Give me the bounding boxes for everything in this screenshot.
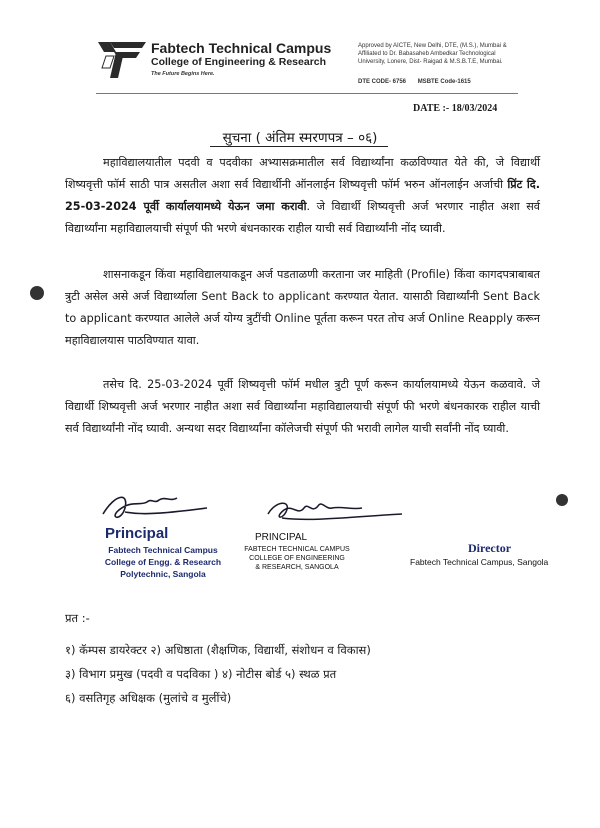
signatory-1-line-3: Polytechnic, Sangola xyxy=(120,569,206,579)
copy-to-line-3: ६) वसतिगृह अधिक्षक (मुलांचे व मुलींचे) xyxy=(65,691,232,705)
fabtech-logo-icon xyxy=(96,38,148,82)
signatory-1-line-2: College of Engg. & Research xyxy=(104,557,222,567)
college-name: College of Engineering & Research xyxy=(151,56,327,68)
ink-dot-mark xyxy=(556,494,568,506)
notice-date: DATE :- 18/03/2024 xyxy=(413,103,498,114)
dte-code: DTE CODE- 6756 xyxy=(358,79,407,85)
copy-to-line-1: १) कॅम्पस डायरेक्टर २) अधिष्ठाता (शैक्षणिक, विद्यार्थी, संशोधन व विकास) xyxy=(65,643,371,657)
paragraph-3-text: तसेच दि. 25-03-2024 पूर्वी शिष्यवृत्ती फॉर्म मधील त्रुटी पूर्ण करून कार्यालयामध्ये येऊन कळवावे. जे विद्यार्थी शिष्यवृत्ती अर्ज भरणार नाहीत अशा सर्व विद्यार्थ्यांना महाविद्यालयाची संपूर्ण फी भरणे बंधनकारक राहील याची सर्व विद्यार्थ्यांनी नोंद घ्यावी. अन्यथा सदर विद्यार्थ्यांना कॉलेजची संपूर्ण फी भरावी लागेल याची सर्वांनी नोंद घ्यावी. xyxy=(65,378,540,435)
signature-scribble-1 xyxy=(95,488,215,528)
institute-name: Fabtech Technical Campus xyxy=(151,40,332,56)
paragraph-2-text: शासनाकडून किंवा महाविद्यालयाकडून अर्ज पडताळणी करताना जर माहिती (Profile) किंवा कागदपत्राबाबत त्रुटी असेल असे अर्ज विद्यार्थ्याला Sent Back to applicant करण्यात येतात. यासाठी विद्यार्थ्यांनी Sent Back to applicant करण्यात आलेले अर्ज योग्य त्रुटींची Online पूर्तता करून परत तोच अर्ज Online Reapply करून महाविद्यालयास पाठविण्यात यावा. xyxy=(65,268,540,347)
signatory-2-line-1: FABTECH TECHNICAL CAMPUS xyxy=(244,546,350,553)
paragraph-1-text-a: महाविद्यालयातील पदवी व पदवीका अभ्यासक्रमातील सर्व विद्यार्थ्यांना कळविण्यात येते की, जे विद्यार्थी शिष्यवृत्ती फॉर्म साठी पात्र असतील अशा सर्व विद्यार्थीनी ऑनलाईन शिष्यवृत्ती फॉर्म भरुन ऑनलाईन अर्जाची xyxy=(65,156,540,191)
paragraph-2 xyxy=(65,264,540,352)
signatory-2-line-2: COLLEGE OF ENGINEERING xyxy=(249,555,345,562)
msbte-code: MSBTE Code-1615 xyxy=(417,79,471,85)
paragraph-3 xyxy=(65,374,540,440)
copy-to-line-2: ३) विभाग प्रमुख (पदवी व पदविका ) ४) नोटीस बोर्ड ५) स्थळ प्रत xyxy=(65,667,337,681)
signatory-2-title: PRINCIPAL xyxy=(255,532,308,543)
notice-title: सुचना ( अंतिम स्मरणपत्र – ०६) xyxy=(222,130,378,146)
paragraph-1 xyxy=(65,152,540,240)
punch-hole-mark xyxy=(30,286,44,300)
approval-text: Approved by AICTE, New Delhi, DTE, (M.S.), Mumbai & Affiliated to Dr. Babasaheb Ambedkar Technological University, Lonere, Dist- Raigad & M.S.B.T.E, Mumbai. xyxy=(358,43,507,66)
header-divider xyxy=(96,93,518,94)
signatory-1-line-1: Fabtech Technical Campus xyxy=(108,545,218,555)
institute-codes xyxy=(358,79,481,85)
paragraph-1-bold-deadline: प्रिंट दि. 25-03-2024 पूर्वी कार्यालयामध्ये येऊन जमा करावी xyxy=(65,178,540,213)
signatory-3-title: Director xyxy=(468,541,512,555)
signatory-1-title: Principal xyxy=(105,525,169,542)
signatory-3-line-1: Fabtech Technical Campus, Sangola xyxy=(410,557,549,567)
paragraph-1-text-b: . जे विद्यार्थी शिष्यवृत्ती अर्ज भरणार नाहीत अशा सर्व विद्यार्थ्यांना महाविद्यालयाची संपूर्ण फी भरणे बंधनकारक राहील याची सर्व विद्यार्थ्यांनी नोंद घ्यावी. xyxy=(65,200,540,235)
title-underline xyxy=(210,146,388,147)
institute-tagline: The Future Begins Here. xyxy=(151,71,215,77)
signature-scribble-2 xyxy=(262,496,408,530)
signatory-2-line-3: & RESEARCH, SANGOLA xyxy=(255,564,339,571)
copy-to-label: प्रत :- xyxy=(65,611,90,625)
